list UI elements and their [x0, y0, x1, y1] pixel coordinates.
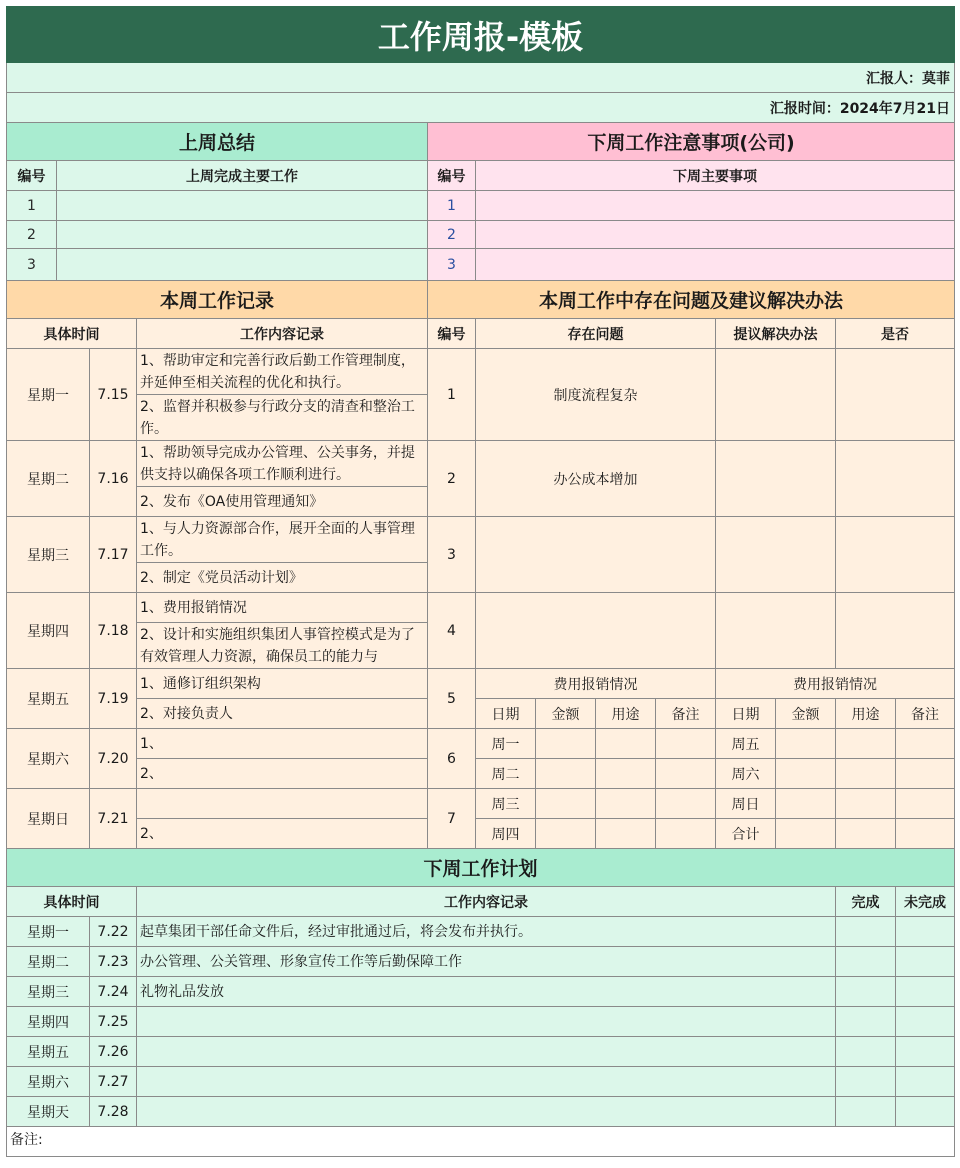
next-plan-date: 7.26 [90, 1037, 137, 1067]
expense-cell[interactable] [836, 789, 896, 819]
this-week-item[interactable]: 2、对接负责人 [137, 699, 428, 729]
next-plan-done-cell[interactable] [836, 1097, 896, 1127]
this-week-date: 7.21 [90, 789, 137, 849]
remark-field[interactable]: 备注: [7, 1127, 955, 1157]
this-week-date: 7.16 [90, 441, 137, 517]
next-plan-content[interactable] [137, 1097, 836, 1127]
problem-no: 1 [428, 349, 476, 441]
expense-day: 周一 [476, 729, 536, 759]
this-week-day: 星期三 [7, 517, 90, 593]
this-week-item[interactable]: 1、帮助审定和完善行政后勤工作管理制度，并延伸至相关流程的优化和执行。 [137, 349, 428, 395]
expense-cell[interactable] [596, 819, 656, 849]
weekly-report-sheet [6, 6, 954, 1157]
expense-title-left: 费用报销情况 [476, 669, 716, 699]
problem-issue[interactable]: 制度流程复杂 [476, 349, 716, 441]
problems-col-solution: 提议解决办法 [716, 319, 836, 349]
next-plan-day: 星期一 [7, 917, 90, 947]
this-week-item[interactable]: 1、费用报销情况 [137, 593, 428, 623]
this-week-date: 7.18 [90, 593, 137, 669]
problem-solution-cell[interactable] [716, 517, 836, 593]
next-plan-day: 星期二 [7, 947, 90, 977]
next-plan-content[interactable] [137, 1037, 836, 1067]
expense-col-remark: 备注 [896, 699, 955, 729]
next-plan-content[interactable]: 办公管理、公关管理、形象宣传工作等后勤保障工作 [137, 947, 836, 977]
next-plan-date: 7.27 [90, 1067, 137, 1097]
problem-solution-cell[interactable] [716, 593, 836, 669]
report-table [6, 6, 955, 1157]
expense-cell[interactable] [596, 729, 656, 759]
this-week-day: 星期四 [7, 593, 90, 669]
problem-no: 3 [428, 517, 476, 593]
this-week-item[interactable]: 1、帮助领导完成办公管理、公关事务，并提供支持以确保各项工作顺利进行。 [137, 441, 428, 487]
expense-cell[interactable] [656, 729, 716, 759]
expense-day: 周二 [476, 759, 536, 789]
problem-yesno-cell[interactable] [836, 593, 955, 669]
this-week-item[interactable]: 2、监督并积极参与行政分支的清查和整治工作。 [137, 395, 428, 441]
problems-col-no: 编号 [428, 319, 476, 349]
expense-cell[interactable] [776, 789, 836, 819]
this-week-day: 星期一 [7, 349, 90, 441]
expense-col-date: 日期 [476, 699, 536, 729]
next-plan-day: 星期三 [7, 977, 90, 1007]
expense-cell[interactable] [836, 729, 896, 759]
problem-no: 2 [428, 441, 476, 517]
expense-cell[interactable] [536, 759, 596, 789]
expense-cell[interactable] [656, 789, 716, 819]
expense-col-amount: 金额 [536, 699, 596, 729]
this-week-heading: 本周工作记录 [7, 281, 428, 319]
next-plan-undone-cell[interactable] [896, 1097, 955, 1127]
next-plan-date: 7.24 [90, 977, 137, 1007]
expense-day: 周六 [716, 759, 776, 789]
last-week-col-no: 编号 [7, 161, 57, 191]
next-plan-undone-cell[interactable] [896, 1067, 955, 1097]
problem-no: 6 [428, 729, 476, 789]
next-plan-day: 星期五 [7, 1037, 90, 1067]
problem-issue[interactable] [476, 517, 716, 593]
next-notes-matter-cell[interactable] [476, 221, 955, 249]
next-plan-done-cell[interactable] [836, 977, 896, 1007]
next-plan-day: 星期天 [7, 1097, 90, 1127]
next-plan-col-content: 工作内容记录 [137, 887, 836, 917]
problem-solution-cell[interactable] [716, 441, 836, 517]
next-plan-undone-cell[interactable] [896, 1007, 955, 1037]
page-title: 工作周报-模板 [7, 7, 955, 63]
next-plan-col-time: 具体时间 [7, 887, 137, 917]
next-notes-heading: 下周工作注意事项(公司) [428, 123, 955, 161]
expense-cell[interactable] [896, 729, 955, 759]
this-week-date: 7.20 [90, 729, 137, 789]
expense-cell[interactable] [536, 819, 596, 849]
expense-cell[interactable] [776, 729, 836, 759]
next-plan-done-cell[interactable] [836, 1037, 896, 1067]
next-plan-done-cell[interactable] [836, 917, 896, 947]
next-plan-col-done: 完成 [836, 887, 896, 917]
expense-day: 周日 [716, 789, 776, 819]
next-plan-date: 7.25 [90, 1007, 137, 1037]
next-notes-no: 3 [428, 249, 476, 281]
next-notes-matter-cell[interactable] [476, 249, 955, 281]
expense-col-remark: 备注 [656, 699, 716, 729]
next-plan-date: 7.22 [90, 917, 137, 947]
expense-col-purpose: 用途 [836, 699, 896, 729]
expense-cell[interactable] [536, 729, 596, 759]
problems-col-yesno: 是否 [836, 319, 955, 349]
this-week-item[interactable]: 1、通修订组织架构 [137, 669, 428, 699]
next-plan-undone-cell[interactable] [896, 977, 955, 1007]
this-week-day: 星期五 [7, 669, 90, 729]
next-plan-date: 7.23 [90, 947, 137, 977]
expense-cell[interactable] [596, 789, 656, 819]
next-plan-content[interactable]: 起草集团干部任命文件后，经过审批通过后，将会发布并执行。 [137, 917, 836, 947]
expense-cell[interactable] [776, 759, 836, 789]
this-week-item[interactable]: 1、与人力资源部合作，展开全面的人事管理工作。 [137, 517, 428, 563]
problem-yesno-cell[interactable] [836, 517, 955, 593]
this-week-item[interactable]: 2、 [137, 819, 428, 849]
report-time: 汇报时间：2024年7月21日 [7, 93, 955, 123]
expense-cell[interactable] [896, 759, 955, 789]
last-week-col-work: 上周完成主要工作 [57, 161, 428, 191]
this-week-date: 7.19 [90, 669, 137, 729]
this-week-col-content: 工作内容记录 [137, 319, 428, 349]
this-week-item[interactable]: 1、 [137, 729, 428, 759]
expense-cell[interactable] [596, 759, 656, 789]
expense-cell[interactable] [836, 819, 896, 849]
problem-no: 4 [428, 593, 476, 669]
problem-solution-cell[interactable] [716, 349, 836, 441]
next-notes-col-matter: 下周主要事项 [476, 161, 955, 191]
expense-cell[interactable] [836, 759, 896, 789]
expense-day: 周三 [476, 789, 536, 819]
problem-yesno-cell[interactable] [836, 441, 955, 517]
next-plan-done-cell[interactable] [836, 1067, 896, 1097]
expense-col-purpose: 用途 [596, 699, 656, 729]
last-week-work-cell[interactable] [57, 221, 428, 249]
next-plan-heading: 下周工作计划 [7, 849, 955, 887]
problem-no: 5 [428, 669, 476, 729]
this-week-day: 星期二 [7, 441, 90, 517]
last-week-no: 3 [7, 249, 57, 281]
this-week-date: 7.17 [90, 517, 137, 593]
expense-col-amount: 金额 [776, 699, 836, 729]
problem-yesno-cell[interactable] [836, 349, 955, 441]
next-notes-col-no: 编号 [428, 161, 476, 191]
next-plan-content[interactable]: 礼物礼品发放 [137, 977, 836, 1007]
this-week-item[interactable]: 2、制定《党员活动计划》 [137, 563, 428, 593]
last-week-work-cell[interactable] [57, 249, 428, 281]
next-notes-no: 2 [428, 221, 476, 249]
problem-no: 7 [428, 789, 476, 849]
next-plan-day: 星期六 [7, 1067, 90, 1097]
next-plan-date: 7.28 [90, 1097, 137, 1127]
expense-day: 周四 [476, 819, 536, 849]
expense-col-date: 日期 [716, 699, 776, 729]
this-week-col-time: 具体时间 [7, 319, 137, 349]
next-plan-content[interactable] [137, 1067, 836, 1097]
next-plan-undone-cell[interactable] [896, 947, 955, 977]
next-plan-content[interactable] [137, 1007, 836, 1037]
next-plan-done-cell[interactable] [836, 1007, 896, 1037]
problem-issue[interactable] [476, 593, 716, 669]
next-plan-day: 星期四 [7, 1007, 90, 1037]
expense-cell[interactable] [656, 819, 716, 849]
last-week-heading: 上周总结 [7, 123, 428, 161]
last-week-work-cell[interactable] [57, 191, 428, 221]
expense-title-right: 费用报销情况 [716, 669, 955, 699]
this-week-item[interactable] [137, 789, 428, 819]
this-week-date: 7.15 [90, 349, 137, 441]
next-plan-col-undone: 未完成 [896, 887, 955, 917]
expense-day: 周五 [716, 729, 776, 759]
this-week-item[interactable]: 2、设计和实施组织集团人事管控模式是为了有效管理人力资源，确保员工的能力与 [137, 623, 428, 669]
problems-col-issue: 存在问题 [476, 319, 716, 349]
next-notes-no: 1 [428, 191, 476, 221]
this-week-item[interactable]: 2、发布《OA使用管理通知》 [137, 487, 428, 517]
this-week-day: 星期日 [7, 789, 90, 849]
expense-cell[interactable] [896, 819, 955, 849]
problem-issue[interactable]: 办公成本增加 [476, 441, 716, 517]
problems-heading: 本周工作中存在问题及建议解决办法 [428, 281, 955, 319]
expense-cell[interactable] [896, 789, 955, 819]
reporter: 汇报人：莫菲 [7, 63, 955, 93]
this-week-day: 星期六 [7, 729, 90, 789]
this-week-item[interactable]: 2、 [137, 759, 428, 789]
expense-cell[interactable] [656, 759, 716, 789]
expense-cell[interactable] [776, 819, 836, 849]
next-plan-done-cell[interactable] [836, 947, 896, 977]
next-plan-undone-cell[interactable] [896, 1037, 955, 1067]
next-notes-matter-cell[interactable] [476, 191, 955, 221]
last-week-no: 1 [7, 191, 57, 221]
last-week-no: 2 [7, 221, 57, 249]
next-plan-undone-cell[interactable] [896, 917, 955, 947]
expense-cell[interactable] [536, 789, 596, 819]
expense-day: 合计 [716, 819, 776, 849]
